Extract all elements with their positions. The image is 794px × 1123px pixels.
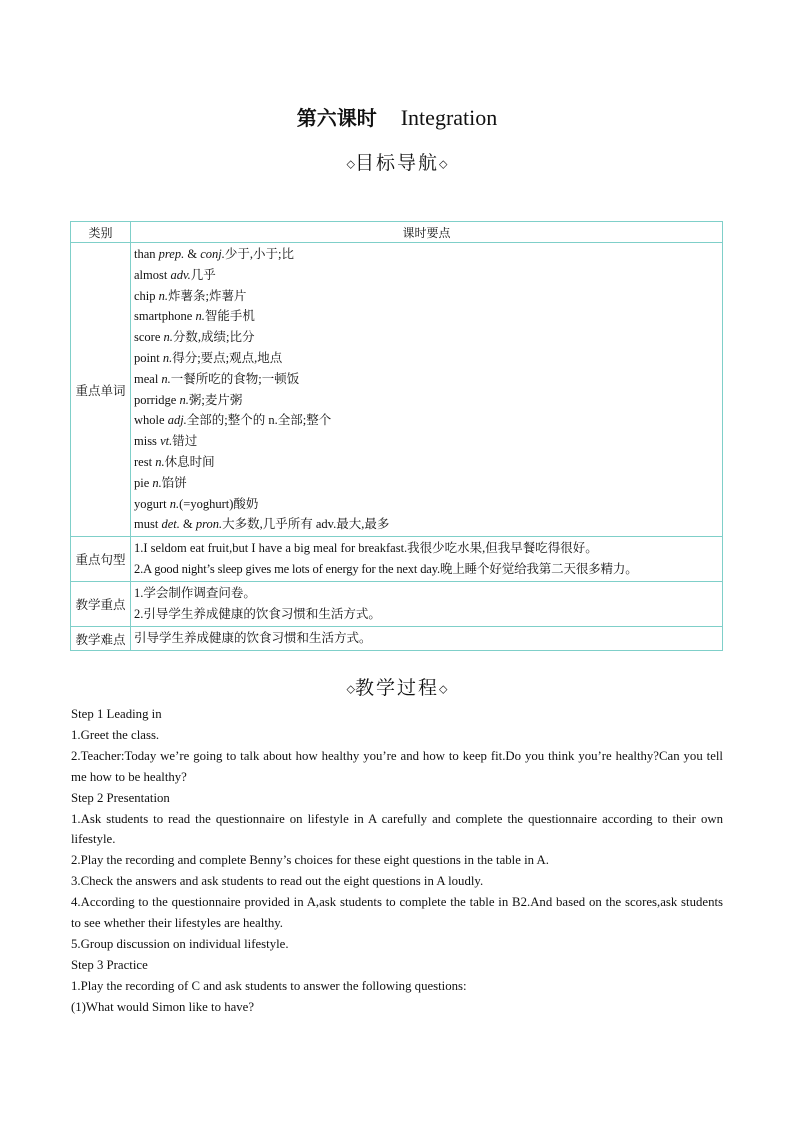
vocab-item (134, 286, 719, 307)
step-heading: Step 2 Presentation (71, 790, 170, 805)
process-heading-text: 教学过程 (354, 677, 439, 699)
vocab-pos: n. (169, 496, 180, 511)
vocab-pos: n. (162, 350, 173, 365)
vocab-item (134, 306, 719, 327)
vocab-word: point (134, 350, 163, 365)
vocab-word: rest (134, 454, 156, 469)
sentence-list (131, 537, 723, 582)
vocab-definition: 得分;要点;观点,地点 (172, 350, 283, 365)
process-paragraph: 1.Play the recording of C and ask students to answer the following questions: (71, 978, 467, 993)
step-heading: Step 3 Practice (71, 957, 148, 972)
process-paragraph: 4.According to the questionnaire provided in A,ask students to complete the table in B2.And based on the scores,ask students to see whether their lifestyles are healthy. (71, 895, 723, 931)
vocab-pos: det. (161, 517, 180, 532)
diamond-icon: ◇ (346, 682, 355, 696)
vocab-pos: n. (152, 475, 162, 490)
process-paragraph: 1.Greet the class. (71, 727, 160, 742)
focus-label: 教学重点 (71, 582, 131, 627)
vocab-definition: 少于,小于;比 (224, 247, 294, 261)
vocab-word: almost (134, 267, 171, 282)
vocab-pos: n. (195, 309, 205, 324)
lesson-plan-table (70, 221, 723, 651)
vocab-row (71, 243, 723, 537)
vocab-item (134, 348, 719, 369)
vocab-definition: 错过 (172, 434, 198, 449)
vocab-word: than (134, 247, 159, 261)
vocab-pos: adj. (167, 413, 187, 428)
vocab-definition: 一餐所吃的食物;一顿饭 (170, 371, 300, 386)
vocab-item (134, 431, 719, 452)
vocab-pos: prep. (158, 247, 185, 261)
process-paragraph: 5.Group discussion on individual lifestyle. (71, 936, 289, 951)
vocab-definition: 粥;麦片粥 (188, 392, 243, 407)
focus-item: 2.引导学生养成健康的饮食习惯和生活方式。 (134, 607, 381, 622)
focus-item: 1.学会制作调查问卷。 (134, 586, 256, 601)
vocab-item (134, 410, 719, 431)
lesson-title-cn: 第六课时 (296, 106, 377, 130)
vocab-word: score (134, 330, 164, 345)
vocab-joiner: & (179, 517, 196, 532)
process-paragraph: 1.Ask students to read the questionnaire on lifestyle in A carefully and complete the questionnaire according to their own lifestyle. (71, 811, 723, 847)
vocab-pos: n. (161, 371, 171, 386)
vocab-word: chip (134, 288, 159, 303)
sentence-label: 重点句型 (71, 537, 131, 582)
vocab-word: meal (134, 371, 162, 386)
vocab-definition: 休息时间 (164, 454, 215, 469)
vocab-pos: conj. (200, 247, 225, 261)
vocab-pos: n. (179, 392, 189, 407)
process-heading (0, 673, 794, 700)
vocab-list (131, 243, 723, 537)
sentence-row (71, 537, 723, 582)
goal-heading (0, 148, 794, 175)
vocab-word: porridge (134, 392, 180, 407)
process-paragraph: (1)What would Simon like to have? (71, 999, 255, 1014)
vocab-word: yogurt (134, 496, 170, 511)
table-header-row (71, 222, 723, 243)
focus-list (131, 582, 723, 627)
process-paragraph: 2.Play the recording and complete Benny’s choices for these eight questions in the table in A. (71, 853, 549, 868)
vocab-definition: 馅饼 (161, 475, 187, 490)
vocab-pos: adv. (170, 267, 191, 282)
teaching-process (71, 704, 723, 1018)
lesson-title-en: Integration (400, 105, 498, 130)
vocab-item (134, 244, 719, 265)
goal-heading-text: 目标导航 (354, 152, 439, 174)
lesson-title (0, 102, 794, 131)
vocab-word: whole (134, 413, 168, 428)
vocab-item (134, 494, 719, 515)
step-heading: Step 1 Leading in (71, 707, 162, 721)
process-paragraph: 2.Teacher:Today we’re going to talk about how healthy you’re and how to keep fit.Do you think you’re healthy?Can you tell me how to be healthy? (71, 748, 723, 784)
vocab-word: miss (134, 434, 161, 449)
table-header-category: 类别 (71, 222, 131, 243)
diamond-icon: ◇ (439, 157, 448, 171)
process-paragraph: 3.Check the answers and ask students to read out the eight questions in A loudly. (71, 874, 484, 889)
key-sentence: 1.I seldom eat fruit,but I have a big meal for breakfast.我很少吃水果,但我早餐吃得很好。 (134, 541, 598, 556)
vocab-item (134, 390, 719, 411)
vocab-word: must (134, 517, 162, 532)
key-sentence: 2.A good night’s sleep gives me lots of energy for the next day.晚上睡个好觉给我第二天很多精力。 (134, 562, 638, 577)
difficulty-text (131, 627, 723, 651)
vocab-pos: n. (158, 288, 169, 303)
vocab-definition: 智能手机 (204, 309, 255, 324)
vocab-item (134, 327, 719, 348)
vocab-definition: 全部的;整个的 n.全部;整个 (186, 413, 332, 428)
vocab-word: pie (134, 475, 153, 490)
vocab-label: 重点单词 (71, 243, 131, 537)
vocab-joiner: & (184, 247, 201, 261)
difficulty-label: 教学难点 (71, 627, 131, 651)
difficulty-item: 引导学生养成健康的饮食习惯和生活方式。 (134, 631, 372, 646)
diamond-icon: ◇ (346, 157, 355, 171)
vocab-definition: 炸薯条;炸薯片 (168, 288, 247, 303)
vocab-pos: pron. (195, 517, 223, 532)
table-header-points: 课时要点 (131, 222, 723, 243)
vocab-item (134, 369, 719, 390)
diamond-icon: ◇ (439, 682, 448, 696)
vocab-definition: 分数,成绩;比分 (172, 330, 255, 345)
vocab-item (134, 473, 719, 494)
vocab-definition: (=yoghurt)酸奶 (179, 496, 259, 511)
vocab-definition: 大多数,几乎所有 adv.最大,最多 (222, 517, 390, 532)
vocab-pos: vt. (160, 434, 173, 449)
vocab-definition: 几乎 (190, 267, 216, 282)
focus-row (71, 582, 723, 627)
vocab-word: smartphone (134, 309, 196, 324)
vocab-pos: n. (163, 330, 173, 345)
difficulty-row (71, 627, 723, 651)
vocab-item (134, 265, 719, 286)
vocab-item (134, 514, 719, 535)
vocab-item (134, 452, 719, 473)
vocab-pos: n. (155, 454, 165, 469)
